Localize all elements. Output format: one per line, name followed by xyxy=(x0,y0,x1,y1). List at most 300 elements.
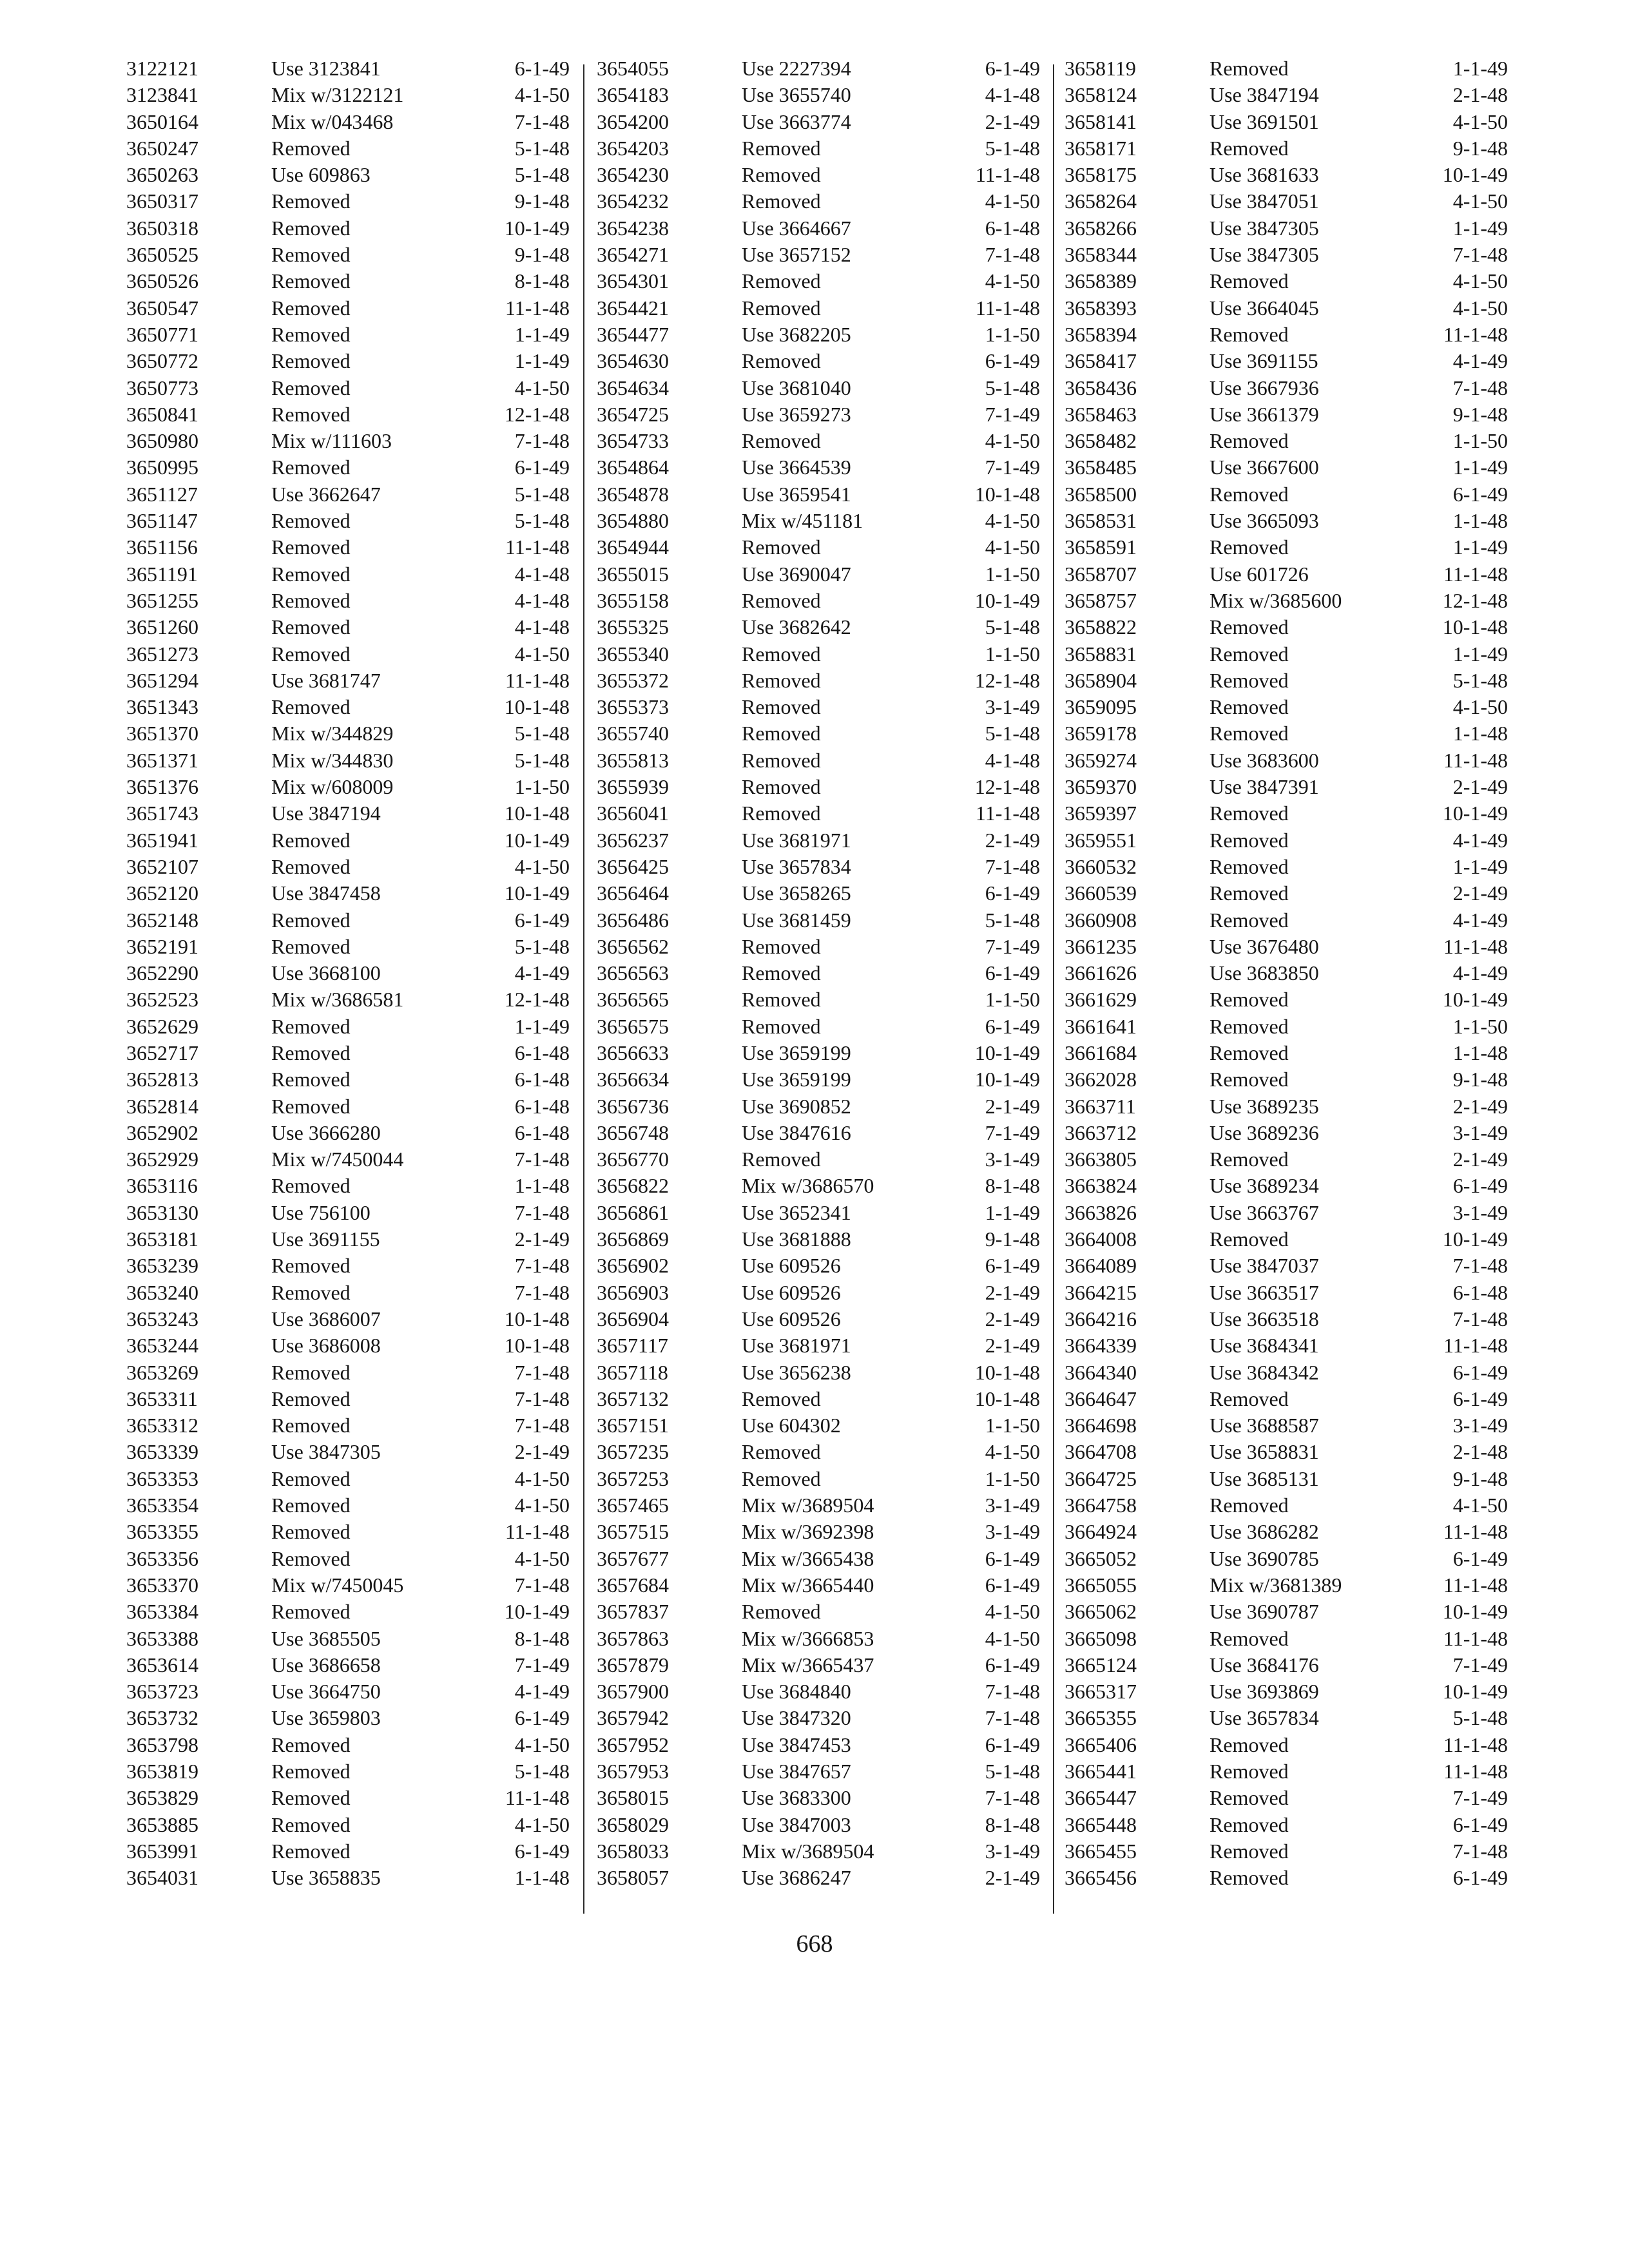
part-number: 3655158 xyxy=(597,588,669,612)
action: Use 3661379 xyxy=(1210,402,1319,426)
part-number: 3650547 xyxy=(126,296,198,320)
part-number: 3664339 xyxy=(1065,1334,1137,1358)
table-row xyxy=(1065,747,1508,774)
action: Mix w/3689504 xyxy=(742,1839,874,1863)
effective-date: 2-1-49 xyxy=(1452,775,1508,799)
effective-date: 6-1-49 xyxy=(985,1653,1040,1677)
effective-date: 10-1-49 xyxy=(504,828,570,852)
effective-date: 6-1-49 xyxy=(985,57,1040,80)
table-row xyxy=(1065,215,1508,242)
table-row xyxy=(597,1360,1040,1386)
part-number: 3650318 xyxy=(126,216,198,240)
action: Use 3685505 xyxy=(271,1626,381,1650)
part-number: 3658831 xyxy=(1065,642,1137,666)
effective-date: 10-1-49 xyxy=(1442,163,1508,187)
action: Removed xyxy=(271,1387,351,1410)
table-row xyxy=(126,1785,570,1811)
table-row xyxy=(126,1173,570,1199)
effective-date: 8-1-48 xyxy=(514,1626,570,1650)
table-row xyxy=(126,1519,570,1545)
action: Use 3659199 xyxy=(742,1041,851,1064)
action: Removed xyxy=(271,322,351,346)
table-row xyxy=(126,747,570,774)
effective-date: 1-1-49 xyxy=(514,349,570,373)
action: Use 3847616 xyxy=(742,1120,851,1144)
action: Removed xyxy=(271,615,351,639)
table-row xyxy=(126,1439,570,1465)
table-row xyxy=(126,428,570,454)
table-row xyxy=(1065,295,1508,322)
effective-date: 4-1-49 xyxy=(514,961,570,985)
action: Removed xyxy=(1210,1387,1289,1410)
action: Removed xyxy=(271,296,351,320)
part-number: 3658485 xyxy=(1065,456,1137,479)
action: Removed xyxy=(271,349,351,373)
table-row xyxy=(1065,1173,1508,1199)
action: Use 3663518 xyxy=(1210,1307,1319,1331)
part-number: 3665098 xyxy=(1065,1626,1137,1650)
part-number: 3657863 xyxy=(597,1626,669,1650)
effective-date: 4-1-49 xyxy=(1452,961,1508,985)
table-row xyxy=(597,1040,1040,1066)
table-row xyxy=(597,1386,1040,1412)
effective-date: 3-1-49 xyxy=(1452,1120,1508,1144)
part-number: 3656861 xyxy=(597,1200,669,1224)
part-number: 3658033 xyxy=(597,1839,669,1863)
effective-date: 10-1-48 xyxy=(504,1334,570,1358)
action: Removed xyxy=(271,1174,351,1198)
part-number: 3653116 xyxy=(126,1174,198,1198)
action: Removed xyxy=(271,189,351,213)
table-row xyxy=(597,375,1040,401)
table-row xyxy=(126,641,570,668)
action: Use 3847305 xyxy=(1210,216,1319,240)
action: Use 3847194 xyxy=(271,802,381,825)
table-row xyxy=(126,1705,570,1731)
effective-date: 10-1-49 xyxy=(974,1068,1040,1091)
table-row xyxy=(597,934,1040,960)
table-row xyxy=(597,401,1040,428)
table-row xyxy=(126,1599,570,1625)
effective-date: 7-1-48 xyxy=(1452,1254,1508,1278)
action: Mix w/344829 xyxy=(271,722,394,745)
table-row xyxy=(597,1466,1040,1492)
effective-date: 9-1-48 xyxy=(985,1227,1040,1251)
effective-date: 6-1-48 xyxy=(514,1094,570,1118)
part-number: 3653991 xyxy=(126,1839,198,1863)
effective-date: 4-1-49 xyxy=(1452,908,1508,932)
effective-date: 4-1-50 xyxy=(514,854,570,878)
table-row xyxy=(597,1492,1040,1519)
action: Removed xyxy=(742,748,821,772)
table-row xyxy=(126,1626,570,1652)
table-row xyxy=(1065,588,1508,614)
part-number: 3665052 xyxy=(1065,1546,1137,1570)
part-number: 3656736 xyxy=(597,1094,669,1118)
part-number: 3658266 xyxy=(1065,216,1137,240)
effective-date: 1-1-50 xyxy=(985,1466,1040,1490)
parts-column-3 xyxy=(1065,55,1508,1891)
column-divider xyxy=(583,64,584,1914)
effective-date: 4-1-50 xyxy=(1452,189,1508,213)
action: Removed xyxy=(271,1520,351,1544)
part-number: 3655939 xyxy=(597,775,669,799)
table-row xyxy=(1065,1120,1508,1146)
part-number: 3665124 xyxy=(1065,1653,1137,1677)
action: Use 3663774 xyxy=(742,110,851,133)
table-row xyxy=(1065,774,1508,800)
effective-date: 1-1-50 xyxy=(514,775,570,799)
table-row xyxy=(126,401,570,428)
action: Use 3668100 xyxy=(271,961,381,985)
table-row xyxy=(126,268,570,294)
part-number: 3663711 xyxy=(1065,1094,1136,1118)
action: Removed xyxy=(1210,1786,1289,1810)
effective-date: 4-1-50 xyxy=(1452,110,1508,133)
part-number: 3658015 xyxy=(597,1786,669,1810)
action: Mix w/3665440 xyxy=(742,1573,874,1597)
table-row xyxy=(597,1173,1040,1199)
action: Removed xyxy=(271,509,351,533)
effective-date: 1-1-48 xyxy=(514,1174,570,1198)
part-number: 3654238 xyxy=(597,216,669,240)
effective-date: 6-1-49 xyxy=(514,908,570,932)
action: Use 3847003 xyxy=(742,1812,851,1836)
column-divider xyxy=(1053,64,1054,1914)
part-number: 3654230 xyxy=(597,163,669,187)
effective-date: 12-1-48 xyxy=(1442,588,1508,612)
part-number: 3654421 xyxy=(597,296,669,320)
table-row xyxy=(126,55,570,82)
action: Use 601726 xyxy=(1210,562,1309,586)
effective-date: 7-1-48 xyxy=(514,1254,570,1278)
effective-date: 4-1-50 xyxy=(985,429,1040,453)
table-row xyxy=(1065,1146,1508,1173)
part-number: 3650771 xyxy=(126,322,198,346)
action: Mix w/3666853 xyxy=(742,1626,874,1650)
action: Mix w/344830 xyxy=(271,748,394,772)
action: Removed xyxy=(742,1466,821,1490)
action: Use 609526 xyxy=(742,1307,841,1331)
part-number: 3660539 xyxy=(1065,881,1137,905)
action: Use 3659199 xyxy=(742,1068,851,1091)
effective-date: 8-1-48 xyxy=(985,1174,1040,1198)
table-row xyxy=(597,1120,1040,1146)
effective-date: 11-1-48 xyxy=(975,163,1040,187)
table-row xyxy=(1065,1253,1508,1279)
table-row xyxy=(1065,1093,1508,1120)
effective-date: 10-1-48 xyxy=(504,802,570,825)
effective-date: 2-1-49 xyxy=(985,110,1040,133)
part-number: 3651273 xyxy=(126,642,198,666)
table-row xyxy=(597,1066,1040,1093)
table-row xyxy=(1065,1652,1508,1678)
part-number: 3654864 xyxy=(597,456,669,479)
effective-date: 4-1-50 xyxy=(514,1546,570,1570)
effective-date: 5-1-48 xyxy=(514,509,570,533)
action: Removed xyxy=(271,1812,351,1836)
effective-date: 5-1-48 xyxy=(514,163,570,187)
action: Use 3667936 xyxy=(1210,376,1319,399)
effective-date: 1-1-49 xyxy=(1452,642,1508,666)
part-number: 3652523 xyxy=(126,988,198,1012)
effective-date: 2-1-48 xyxy=(1452,1440,1508,1464)
effective-date: 4-1-50 xyxy=(985,509,1040,533)
effective-date: 10-1-49 xyxy=(1442,802,1508,825)
table-row xyxy=(126,1572,570,1599)
action: Removed xyxy=(1210,1041,1289,1064)
effective-date: 7-1-48 xyxy=(514,429,570,453)
table-row xyxy=(126,1652,570,1678)
part-number: 3654301 xyxy=(597,269,669,293)
part-number: 3656565 xyxy=(597,988,669,1012)
effective-date: 1-1-48 xyxy=(1452,722,1508,745)
part-number: 3657253 xyxy=(597,1466,669,1490)
effective-date: 7-1-48 xyxy=(514,1148,570,1171)
part-number: 3665441 xyxy=(1065,1760,1137,1783)
action: Use 604302 xyxy=(742,1414,841,1437)
action: Use 3847320 xyxy=(742,1706,851,1730)
action: Removed xyxy=(271,1094,351,1118)
table-row xyxy=(1065,1519,1508,1545)
part-number: 3658417 xyxy=(1065,349,1137,373)
table-row xyxy=(597,1732,1040,1758)
table-row xyxy=(126,1492,570,1519)
table-row xyxy=(1065,1599,1508,1625)
table-row xyxy=(1065,162,1508,188)
table-row xyxy=(126,1865,570,1891)
table-row xyxy=(1065,1412,1508,1439)
action: Removed xyxy=(271,376,351,399)
table-row xyxy=(126,1200,570,1226)
part-number: 3660532 xyxy=(1065,854,1137,878)
part-number: 3654055 xyxy=(597,57,669,80)
part-number: 3654271 xyxy=(597,243,669,267)
table-row xyxy=(1065,800,1508,827)
action: Use 3689236 xyxy=(1210,1120,1319,1144)
action: Use 3656238 xyxy=(742,1360,851,1384)
part-number: 3658500 xyxy=(1065,482,1137,506)
action: Use 609526 xyxy=(742,1280,841,1304)
effective-date: 7-1-48 xyxy=(514,1200,570,1224)
effective-date: 9-1-48 xyxy=(1452,402,1508,426)
action: Use 3686007 xyxy=(271,1307,381,1331)
table-row xyxy=(126,1280,570,1306)
part-number: 3654183 xyxy=(597,83,669,107)
effective-date: 3-1-49 xyxy=(985,1494,1040,1517)
table-row xyxy=(597,428,1040,454)
action: Removed xyxy=(271,1760,351,1783)
table-row xyxy=(126,774,570,800)
action: Removed xyxy=(1210,1733,1289,1756)
action: Removed xyxy=(1210,429,1289,453)
action: Removed xyxy=(1210,1760,1289,1783)
part-number: 3652814 xyxy=(126,1094,198,1118)
action: Removed xyxy=(1210,1812,1289,1836)
effective-date: 2-1-49 xyxy=(985,1334,1040,1358)
effective-date: 11-1-48 xyxy=(1443,1520,1508,1544)
part-number: 3657515 xyxy=(597,1520,669,1544)
action: Removed xyxy=(271,1733,351,1756)
part-number: 3656041 xyxy=(597,802,669,825)
part-number: 3653614 xyxy=(126,1653,198,1677)
effective-date: 5-1-48 xyxy=(514,1760,570,1783)
table-row xyxy=(1065,428,1508,454)
action: Mix w/3685600 xyxy=(1210,588,1342,612)
effective-date: 11-1-48 xyxy=(1443,322,1508,346)
action: Use 3847305 xyxy=(1210,243,1319,267)
part-number: 3656464 xyxy=(597,881,669,905)
action: Removed xyxy=(742,1148,821,1171)
action: Removed xyxy=(271,1014,351,1038)
action: Use 3847194 xyxy=(1210,83,1319,107)
part-number: 3658393 xyxy=(1065,296,1137,320)
action: Removed xyxy=(271,402,351,426)
table-row xyxy=(126,1758,570,1785)
effective-date: 10-1-49 xyxy=(1442,988,1508,1012)
action: Removed xyxy=(742,961,821,985)
action: Use 3681459 xyxy=(742,908,851,932)
table-row xyxy=(1065,1306,1508,1332)
table-row xyxy=(1065,375,1508,401)
action: Use 3658265 xyxy=(742,881,851,905)
part-number: 3661626 xyxy=(1065,961,1137,985)
part-number: 3653829 xyxy=(126,1786,198,1810)
effective-date: 2-1-49 xyxy=(514,1440,570,1464)
table-row xyxy=(1065,1439,1508,1465)
table-row xyxy=(597,668,1040,694)
effective-date: 6-1-49 xyxy=(985,349,1040,373)
part-number: 3656903 xyxy=(597,1280,669,1304)
part-number: 3653723 xyxy=(126,1680,198,1704)
effective-date: 4-1-48 xyxy=(514,562,570,586)
effective-date: 1-1-49 xyxy=(1452,216,1508,240)
table-row xyxy=(1065,1226,1508,1253)
effective-date: 4-1-50 xyxy=(985,189,1040,213)
table-row xyxy=(597,534,1040,561)
part-number: 3657677 xyxy=(597,1546,669,1570)
table-row xyxy=(597,162,1040,188)
part-number: 3654232 xyxy=(597,189,669,213)
effective-date: 9-1-48 xyxy=(1452,1068,1508,1091)
part-number: 3658264 xyxy=(1065,189,1137,213)
effective-date: 6-1-49 xyxy=(1452,482,1508,506)
action: Mix w/451181 xyxy=(742,509,863,533)
part-number: 3652191 xyxy=(126,934,198,958)
part-number: 3658904 xyxy=(1065,668,1137,692)
action: Use 3690852 xyxy=(742,1094,851,1118)
table-row xyxy=(126,375,570,401)
part-number: 3659551 xyxy=(1065,828,1137,852)
part-number: 3664758 xyxy=(1065,1494,1137,1517)
table-row xyxy=(597,986,1040,1013)
part-number: 3653819 xyxy=(126,1760,198,1783)
action: Removed xyxy=(271,908,351,932)
action: Removed xyxy=(271,1786,351,1810)
part-number: 3653311 xyxy=(126,1387,198,1410)
action: Removed xyxy=(742,695,821,719)
action: Removed xyxy=(271,1494,351,1517)
effective-date: 7-1-48 xyxy=(514,1280,570,1304)
table-row xyxy=(597,1519,1040,1545)
action: Removed xyxy=(1210,988,1289,1012)
effective-date: 1-1-50 xyxy=(985,988,1040,1012)
part-number: 3651743 xyxy=(126,802,198,825)
action: Use 3688587 xyxy=(1210,1414,1319,1437)
part-number: 3650526 xyxy=(126,269,198,293)
part-number: 3657942 xyxy=(597,1706,669,1730)
effective-date: 4-1-48 xyxy=(514,588,570,612)
effective-date: 10-1-49 xyxy=(1442,1680,1508,1704)
action: Use 3123841 xyxy=(271,57,381,80)
part-number: 3657117 xyxy=(597,1334,668,1358)
part-number: 3657953 xyxy=(597,1760,669,1783)
effective-date: 6-1-48 xyxy=(514,1068,570,1091)
part-number: 3650247 xyxy=(126,136,198,160)
table-row xyxy=(597,1412,1040,1439)
part-number: 3654725 xyxy=(597,402,669,426)
part-number: 3658463 xyxy=(1065,402,1137,426)
table-row xyxy=(126,668,570,694)
effective-date: 4-1-50 xyxy=(1452,269,1508,293)
table-row xyxy=(1065,986,1508,1013)
table-row xyxy=(126,960,570,986)
action: Removed xyxy=(1210,802,1289,825)
table-row xyxy=(597,588,1040,614)
table-row xyxy=(1065,1066,1508,1093)
part-number: 3659274 xyxy=(1065,748,1137,772)
action: Removed xyxy=(271,1360,351,1384)
table-row xyxy=(126,1332,570,1359)
action: Use 3664667 xyxy=(742,216,851,240)
effective-date: 5-1-48 xyxy=(514,748,570,772)
effective-date: 6-1-48 xyxy=(514,1041,570,1064)
part-number: 3661629 xyxy=(1065,988,1137,1012)
action: Use 3659541 xyxy=(742,482,851,506)
action: Use 3681971 xyxy=(742,1334,851,1358)
effective-date: 7-1-48 xyxy=(985,1786,1040,1810)
table-row xyxy=(597,322,1040,348)
part-number: 3658124 xyxy=(1065,83,1137,107)
effective-date: 7-1-48 xyxy=(514,1360,570,1384)
part-number: 3655015 xyxy=(597,562,669,586)
effective-date: 7-1-49 xyxy=(985,934,1040,958)
effective-date: 7-1-48 xyxy=(514,1573,570,1597)
action: Mix w/7450045 xyxy=(271,1573,404,1597)
table-row xyxy=(597,1200,1040,1226)
action: Mix w/608009 xyxy=(271,775,394,799)
action: Mix w/111603 xyxy=(271,429,392,453)
action: Removed xyxy=(742,189,821,213)
effective-date: 4-1-48 xyxy=(985,83,1040,107)
action: Removed xyxy=(742,588,821,612)
effective-date: 1-1-49 xyxy=(985,1200,1040,1224)
part-number: 3657235 xyxy=(597,1440,669,1464)
table-row xyxy=(1065,1732,1508,1758)
table-row xyxy=(1065,109,1508,135)
table-row xyxy=(597,1226,1040,1253)
part-number: 3665317 xyxy=(1065,1680,1137,1704)
effective-date: 4-1-50 xyxy=(1452,296,1508,320)
table-row xyxy=(597,800,1040,827)
action: Use 3664750 xyxy=(271,1680,381,1704)
part-number: 3665447 xyxy=(1065,1786,1137,1810)
part-number: 3653244 xyxy=(126,1334,198,1358)
part-number: 3664216 xyxy=(1065,1307,1137,1331)
action: Use 3683300 xyxy=(742,1786,851,1810)
effective-date: 7-1-48 xyxy=(514,110,570,133)
part-number: 3653130 xyxy=(126,1200,198,1224)
